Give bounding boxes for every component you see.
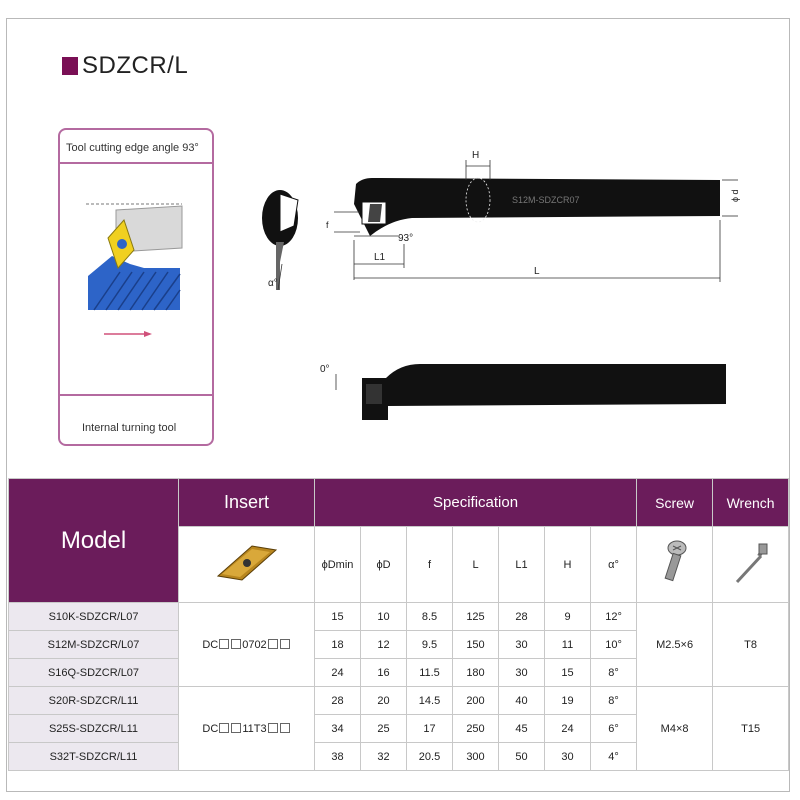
model-cell: S20R-SDZCR/L11 [9,687,179,715]
cell-dmin: 18 [315,631,361,659]
cell-h: 15 [545,659,591,687]
wrench-icon [729,538,773,588]
shank-engraving: S12M-SDZCR07 [512,195,580,205]
cell-l: 200 [453,687,499,715]
cell-f: 9.5 [407,631,453,659]
insert-image-cell [179,527,315,603]
title-block [62,52,188,80]
subheader-l: L [453,527,499,603]
inset-bottom-label: Internal turning tool [82,422,177,434]
subheader-d: ϕD [361,527,407,603]
subheader-f: f [407,527,453,603]
cell-f: 11.5 [407,659,453,687]
cell-f: 20.5 [407,743,453,771]
side-view-tool [320,364,726,420]
cell-h: 11 [545,631,591,659]
wrench-group-1: T8 [713,603,789,687]
page-title: SDZCR/L [82,52,189,79]
cell-l: 250 [453,715,499,743]
cell-d: 12 [361,631,407,659]
insert-code-group-1: DC 0702 [179,603,315,687]
screw-group-2: M4×8 [637,687,713,771]
cell-dmin: 38 [315,743,361,771]
cell-h: 19 [545,687,591,715]
cutting-angle-inset [58,128,214,446]
screw-group-1: M2.5×6 [637,603,713,687]
inset-footer [60,394,212,444]
header-insert: Insert [179,479,315,527]
model-cell: S25S-SDZCR/L11 [9,715,179,743]
header-model: Model [9,479,179,603]
wrench-group-2: T15 [713,687,789,771]
cell-alpha: 4° [591,743,637,771]
cell-h: 9 [545,603,591,631]
cell-dmin: 34 [315,715,361,743]
model-cell: S10K-SDZCR/L07 [9,603,179,631]
screw-icon [655,538,695,588]
cell-alpha: 8° [591,659,637,687]
inset-top-label: Tool cutting edge angle 93° [66,142,199,154]
internal-turning-illustration [60,164,212,394]
wrench-image-cell [713,527,789,603]
dim-H-label: H [472,150,480,161]
cell-d: 32 [361,743,407,771]
cell-d: 20 [361,687,407,715]
cell-d: 16 [361,659,407,687]
specification-table [8,478,789,771]
cell-l: 125 [453,603,499,631]
cell-l1: 30 [499,631,545,659]
cell-l: 150 [453,631,499,659]
subheader-l1: L1 [499,527,545,603]
cell-l1: 50 [499,743,545,771]
cell-l1: 28 [499,603,545,631]
header-screw: Screw [637,479,713,527]
cell-alpha: 10° [591,631,637,659]
subheader-dmin: ϕDmin [315,527,361,603]
cell-alpha: 8° [591,687,637,715]
cell-f: 14.5 [407,687,453,715]
header-specification: Specification [315,479,637,527]
model-cell: S12M-SDZCR/L07 [9,631,179,659]
inset-header [60,130,212,164]
cell-dmin: 15 [315,603,361,631]
subheader-h: H [545,527,591,603]
dim-f-label: f [326,220,329,230]
cell-f: 8.5 [407,603,453,631]
insert-icon [212,538,282,588]
cell-l1: 40 [499,687,545,715]
top-view-tool [326,150,740,282]
cell-f: 17 [407,715,453,743]
insert-code-group-2: DC 11T3 [179,687,315,771]
cell-l: 180 [453,659,499,687]
screw-image-cell [637,527,713,603]
dim-L-label: L [534,266,540,277]
cell-l1: 45 [499,715,545,743]
model-cell: S16Q-SDZCR/L07 [9,659,179,687]
zero-angle-label: 0° [320,364,330,375]
cell-dmin: 28 [315,687,361,715]
end-view [262,190,298,290]
cell-l1: 30 [499,659,545,687]
cell-alpha: 12° [591,603,637,631]
cell-h: 24 [545,715,591,743]
cell-alpha: 6° [591,715,637,743]
header-wrench: Wrench [713,479,789,527]
cell-d: 25 [361,715,407,743]
dim-phi-d-label: ϕ d [730,189,740,202]
dim-L1-label: L1 [374,252,386,263]
title-marker [62,57,78,75]
angle-93-label: 93° [398,233,414,244]
tool-dimension-drawing [250,140,740,420]
cell-h: 30 [545,743,591,771]
cell-l: 300 [453,743,499,771]
model-cell: S32T-SDZCR/L11 [9,743,179,771]
alpha-label: α° [268,278,278,289]
cell-d: 10 [361,603,407,631]
subheader-alpha: α° [591,527,637,603]
cell-dmin: 24 [315,659,361,687]
